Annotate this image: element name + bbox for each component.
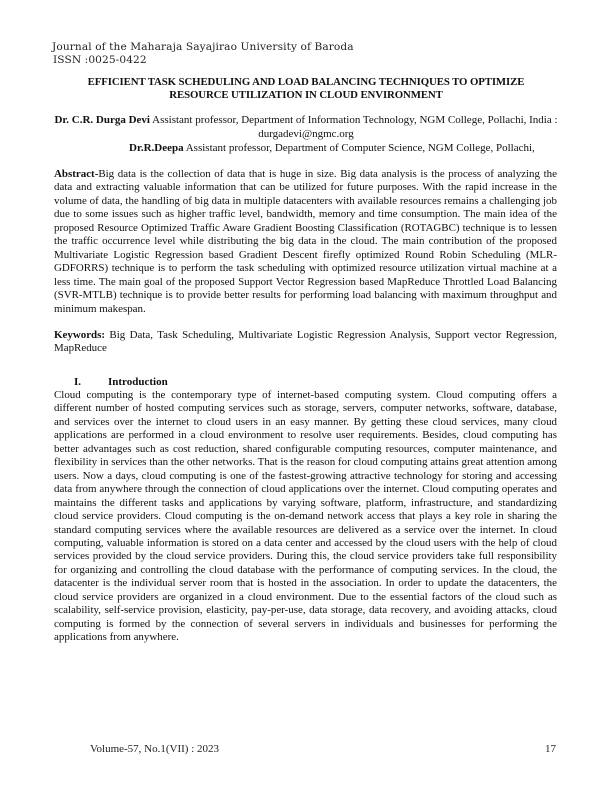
keywords-text: Big Data, Task Scheduling, Multivariate Logistic Regression Analysis, Support vector Regression, MapReduce (54, 329, 557, 355)
section-number: I. (74, 376, 82, 388)
journal-header (52, 41, 354, 67)
keywords (54, 329, 557, 356)
introduction-paragraph: Cloud computing is the contemporary type of internet-based computing system. Cloud computing offers a different number of hosted computing services such as storage, servers, computer networks, software, database, and services over the internet to cloud users in an easy manner. By getting these cloud services, many cloud applications are performed in a cloud environment to resolve user requirements. Besides, cloud computing has better advantages such as cost reduction, shared configurable computing resources, computer maintenance, and flexibility in services than the other networks. That is the reason for cloud computing attains great attention among users. Now a days, cloud computing is one of the fastest-growing attractive technology for storing and accessing data from anywhere through the connection of cloud applications over the internet. Cloud computing operates and maintains the different tasks and applications by varying software, platform, infrastructure, and standardizing cloud service providers. Cloud computing is the on-demand network access that plays a key role in sharing the standard computing services where the available resources are delivered as a service over the internet. In cloud computing, valuable information is stored on a data center and accessed by the cloud users with the help of cloud services provided by the cloud service providers. During this, the cloud service providers take full responsibility for organizing and controlling the cloud database with the performance of computing services. In the cloud, the datacenter is the individual server room that is hosted in the association. In order to update the datacenters, the cloud service providers are organized in a cloud environment. Due to the essential factors of the cloud such as scalability, self-service provision, elasticity, pay-per-use, data storage, data recovery, and avoiding attacks, cloud computing is formed by the connection of several servers in individuals and businesses for performing the applications from anywhere. (54, 389, 557, 644)
volume-info: Volume-57, No.1(VII) : 2023 (90, 743, 220, 755)
title-line-2: RESOURCE UTILIZATION IN CLOUD ENVIRONMENT (169, 89, 443, 102)
author-1-name: Dr. C.R. Durga Devi (54, 114, 150, 126)
abstract-text: Big data is the collection of data that is huge in size. Big data analysis is the process of analyzing the data and extracting valuable information that can be utilized for future purposes. With the rapid increase in the volume of data, the handling of big data in multiple datacenters with available resources remains a challenging job due to some issues such as higher traffic level, bandwidth, memory and time consumption. The main idea of the proposed Resource Optimized Traffic Aware Gradient Boosting Classification (ROTAGBC) technique is to lessen the traffic occurrence level while distributing the big data in the cloud. The main contribution of the proposed Multivariate Logistic Regression based Gradient Descent firefly optimized Round Robin Scheduling (MLR-GDFORRS) technique is to perform the task scheduling with optimized resource utilization virtual machine at a less time. The main goal of the proposed Support Vector Regression based MapReduce Throttled Load Balancing (SVR-MTLB) technique is to provide better results for performing load balancing with maximum throughput and minimum makespan. (54, 168, 557, 315)
paper-title (54, 76, 558, 102)
author-2 (54, 141, 558, 155)
abstract-label: Abstract- (54, 168, 99, 180)
author-2-affiliation: Assistant professor, Department of Computer Science, NGM College, Pollachi, (183, 142, 535, 155)
journal-name: Journal of the Maharaja Sayajirao University of Baroda (52, 41, 354, 53)
section-heading (74, 376, 168, 389)
author-1 (54, 113, 558, 141)
issn: ISSN :0025-0422 (53, 54, 147, 66)
abstract (54, 168, 557, 316)
author-1-affiliation: Assistant professor, Department of Information Technology, NGM College, Pollachi, India : durgadevi@ngmc.org (149, 114, 558, 141)
page-number: 17 (545, 743, 556, 755)
page-footer (90, 743, 558, 756)
title-line-1: EFFICIENT TASK SCHEDULING AND LOAD BALANCING TECHNIQUES TO OPTIMIZE (87, 76, 525, 88)
keywords-label: Keywords: (54, 329, 106, 341)
section-title: Introduction (108, 376, 168, 388)
author-2-name: Dr.R.Deepa (129, 142, 184, 155)
author-block (54, 113, 558, 156)
